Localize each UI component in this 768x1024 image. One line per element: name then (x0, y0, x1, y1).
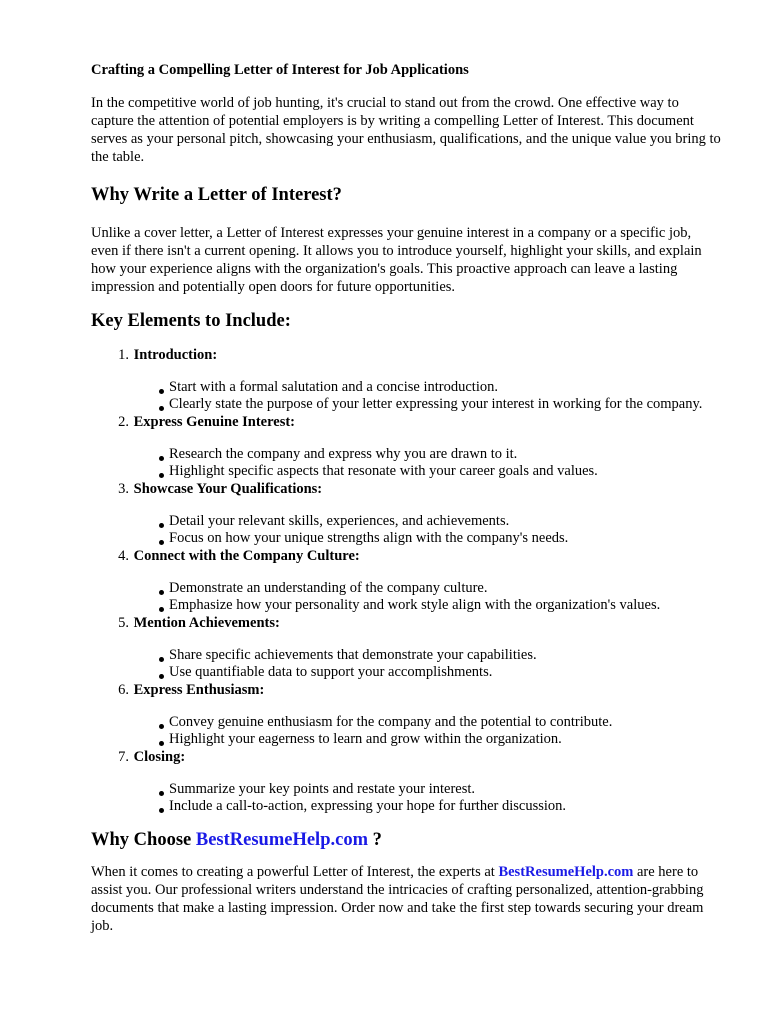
item-label: Express Genuine Interest: (133, 414, 296, 430)
bullet-item: Demonstrate an understanding of the company culture. (157, 580, 721, 597)
closing-paragraph (91, 863, 721, 935)
item-number: 1. (118, 347, 129, 363)
item-number: 2. (118, 414, 129, 430)
why-choose-heading (91, 829, 721, 851)
why-choose-prefix: Why Choose (91, 830, 196, 850)
why-write-paragraph: Unlike a cover letter, a Letter of Interest expresses your genuine interest in a company or a specific job, even if there isn't a current opening. It allows you to introduce yourself, highlight your skills, and explain how your experience aligns with the organization's goals. This proactive approach can leave a lasting impression and potentially open doors for future opportunities. (91, 225, 702, 295)
bullet-item: Emphasize how your personality and work style align with the organization's values. (157, 597, 721, 614)
bullet-item: Start with a formal salutation and a concise introduction. (157, 379, 721, 396)
bullet-item: Highlight specific aspects that resonate with your career goals and values. (157, 463, 721, 480)
item-label: Express Enthusiasm: (133, 682, 265, 698)
item-label: Mention Achievements: (133, 615, 280, 631)
list-item (91, 413, 721, 480)
bestresumehelp-heading-link[interactable]: BestResumeHelp.com (195, 830, 368, 850)
bullet-item: Share specific achievements that demonstrate your capabilities. (157, 647, 721, 664)
bullet-item: Highlight your eagerness to learn and grow within the organization. (157, 731, 721, 748)
item-label: Connect with the Company Culture: (133, 548, 360, 564)
bullet-list (91, 714, 721, 748)
bullet-item: Include a call-to-action, expressing your hope for further discussion. (157, 798, 721, 815)
closing-text-after: are here to assist you. Our professional writers understand the intricacies of crafting personalized, attention-grabbing documents that make a lasting impression. Order now and take the first step towards securing your dream job. (91, 864, 704, 934)
bullet-item: Detail your relevant skills, experiences, and achievements. (157, 513, 721, 530)
why-write-heading: Why Write a Letter of Interest? (91, 185, 342, 205)
bullet-list (91, 781, 721, 815)
bullet-item: Research the company and express why you are drawn to it. (157, 446, 721, 463)
why-choose-suffix: ? (367, 830, 382, 850)
bullet-list (91, 580, 721, 614)
item-label: Introduction: (133, 347, 218, 363)
bullet-list (91, 446, 721, 480)
bullet-item: Convey genuine enthusiasm for the company and the potential to contribute. (157, 714, 721, 731)
bullet-list (91, 379, 721, 413)
bullet-item: Focus on how your unique strengths align with the company's needs. (157, 530, 721, 547)
item-label: Closing: (133, 749, 186, 765)
list-item (91, 614, 721, 681)
bullet-item: Use quantifiable data to support your accomplishments. (157, 664, 721, 681)
document-title: Crafting a Compelling Letter of Interest for Job Applications (91, 62, 469, 78)
list-item (91, 346, 721, 413)
key-elements-heading: Key Elements to Include: (91, 311, 291, 331)
list-item (91, 681, 721, 748)
item-label: Showcase Your Qualifications: (133, 481, 323, 497)
bestresumehelp-body-link[interactable]: BestResumeHelp.com (498, 864, 634, 880)
list-item (91, 748, 721, 815)
list-item (91, 480, 721, 547)
list-item (91, 547, 721, 614)
item-number: 4. (118, 548, 129, 564)
document-page (91, 60, 721, 935)
closing-text-before: When it comes to creating a powerful Letter of Interest, the experts at (91, 864, 499, 880)
bullet-item: Clearly state the purpose of your letter expressing your interest in working for the company. (157, 396, 721, 413)
intro-paragraph: In the competitive world of job hunting, it's crucial to stand out from the crowd. One effective way to capture the attention of potential employers is by writing a compelling Letter of Interest. This document serves as your personal pitch, showcasing your enthusiasm, qualifications, and the unique value you bring to the table. (91, 95, 721, 165)
key-elements-list (91, 346, 721, 815)
item-number: 5. (118, 615, 129, 631)
bullet-list (91, 513, 721, 547)
item-number: 7. (118, 749, 129, 765)
bullet-item: Summarize your key points and restate your interest. (157, 781, 721, 798)
bullet-list (91, 647, 721, 681)
item-number: 6. (118, 682, 129, 698)
item-number: 3. (118, 481, 129, 497)
